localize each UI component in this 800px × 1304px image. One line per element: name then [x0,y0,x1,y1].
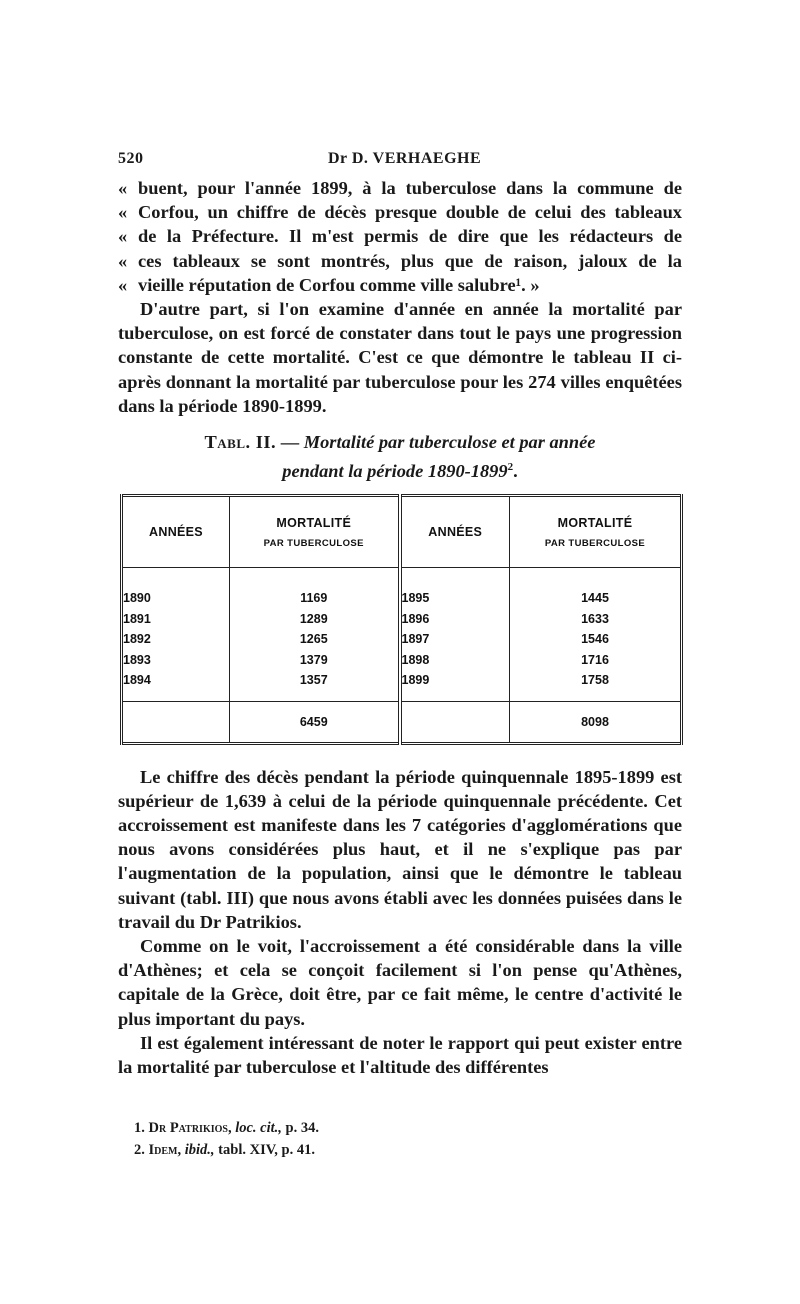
table-caption: Tabl. II. — Mortalité par tuberculose et par année pendant la période 1890-1899$^2$. [204,432,596,482]
total-right: 8098 [510,701,682,743]
header-mortality-right: MORTALITÉ PAR TUBERCULOSE [510,496,682,568]
total-left: 6459 [230,701,400,743]
table-cell-year: 1897 [401,632,430,647]
caption-title-line1: Mortalité par tuberculose et par année [303,432,596,453]
table-cell-value: 1379 [299,652,328,667]
paragraph-quinquennial: Le chiffre des décès pendant la période quinquennale 1895-1899 est supérieur de 1,639 à celui de la période quinquennale précédente. Cet accroissement est manifeste dans les 7 catégories d'agglomérations que nous avons considérées plus haut, et il ne s'explique pas par l'augmentation de la population, ainsi que le démontre le tableau suivant (tabl. III) que nous avons établi avec les données puisées dans le travail du Dr Patrikios. [118,766,682,932]
mortality-table [120,494,683,745]
page-number: 520 [118,150,144,167]
table-cell-year: 1893 [123,652,151,667]
table-cell-year: 1894 [123,673,151,688]
table-cell-year: 1892 [123,632,151,647]
quote-line: « vieille réputation de Corfou comme ville salubre¹. » [118,274,540,295]
running-title: Dr D. VERHAEGHE [328,150,482,167]
quote-line: « de la Préfecture. Il m'est permis de dire que les rédacteurs de [118,226,682,247]
quote-line: « Corfou, un chiffre de décès presque double de celui des tableaux [118,202,682,223]
years-column-right [400,572,510,701]
header-years-left: ANNÉES [122,496,230,568]
table-cell-year: 1899 [401,673,430,688]
caption-footnote-ref: 2 [507,461,514,474]
table-cell-year: 1891 [123,611,151,626]
table-body [122,572,682,701]
table-cell-value: 1445 [581,591,609,606]
quotation-block [118,176,682,297]
values-column-left [230,572,400,701]
table-cell-value: 1758 [581,673,609,688]
paragraph-athens: Comme on le voit, l'accroissement a été considérable dans la ville d'Athènes; et cela se conçoit facilement si l'on pense qu'Athènes, capitale de la Grèce, doit être, par ce fait même, le centre d'activité le plus important du pays. [118,936,682,1029]
caption-dash: — [280,432,300,453]
table-cell-value: 1546 [581,632,609,647]
values-column-right [510,572,682,701]
paragraph-progression: D'autre part, si l'on examine d'année en année la mortalité par tuberculose, on est forcé de constater dans tout le pays une progression constante de cette mortalité. C'est ce que démontre le tableau II ci-après donnant la mortalité par tuberculose pour les 274 villes enquêtées dans la période 1890-1899. [118,299,682,416]
table-cell-value: 1357 [299,673,328,688]
years-column-left [122,572,230,701]
caption-title-line2: pendant la période 1890-1899 [282,461,508,482]
page-header [118,150,682,176]
table-cell-year: 1896 [401,611,430,626]
footnotes [118,1117,682,1161]
table-header-row [122,496,682,568]
table-label: Tabl. II. [204,432,277,453]
table-cell-value: 1265 [299,632,328,647]
quote-line: « ces tableaux se sont montrés, plus que de raison, jaloux de la [118,250,682,271]
footnote-2: 2. Idem, ibid., tabl. XIV, p. 41. [134,1142,315,1159]
table-cell-value: 1716 [581,652,609,667]
table-cell-year: 1890 [123,591,151,606]
quote-line: « buent, pour l'année 1899, à la tuberculose dans la commune de [118,178,682,198]
table-cell-value: 1289 [299,611,328,626]
table-cell-year: 1895 [401,591,430,606]
table-total-row [122,701,682,743]
page [118,150,682,1161]
paragraph-altitude: Il est également intéressant de noter le rapport qui peut exister entre la mortalité par tuberculose et l'altitude des différentes [118,1032,682,1078]
footnote-1: 1. Dr Patrikios, loc. cit., p. 34. [134,1120,319,1137]
header-mortality-left: MORTALITÉ PAR TUBERCULOSE [230,496,400,568]
table-cell-value: 1633 [581,611,609,626]
header-years-right: ANNÉES [400,496,510,568]
table-cell-value: 1169 [300,591,328,606]
table-cell-year: 1898 [401,652,430,667]
